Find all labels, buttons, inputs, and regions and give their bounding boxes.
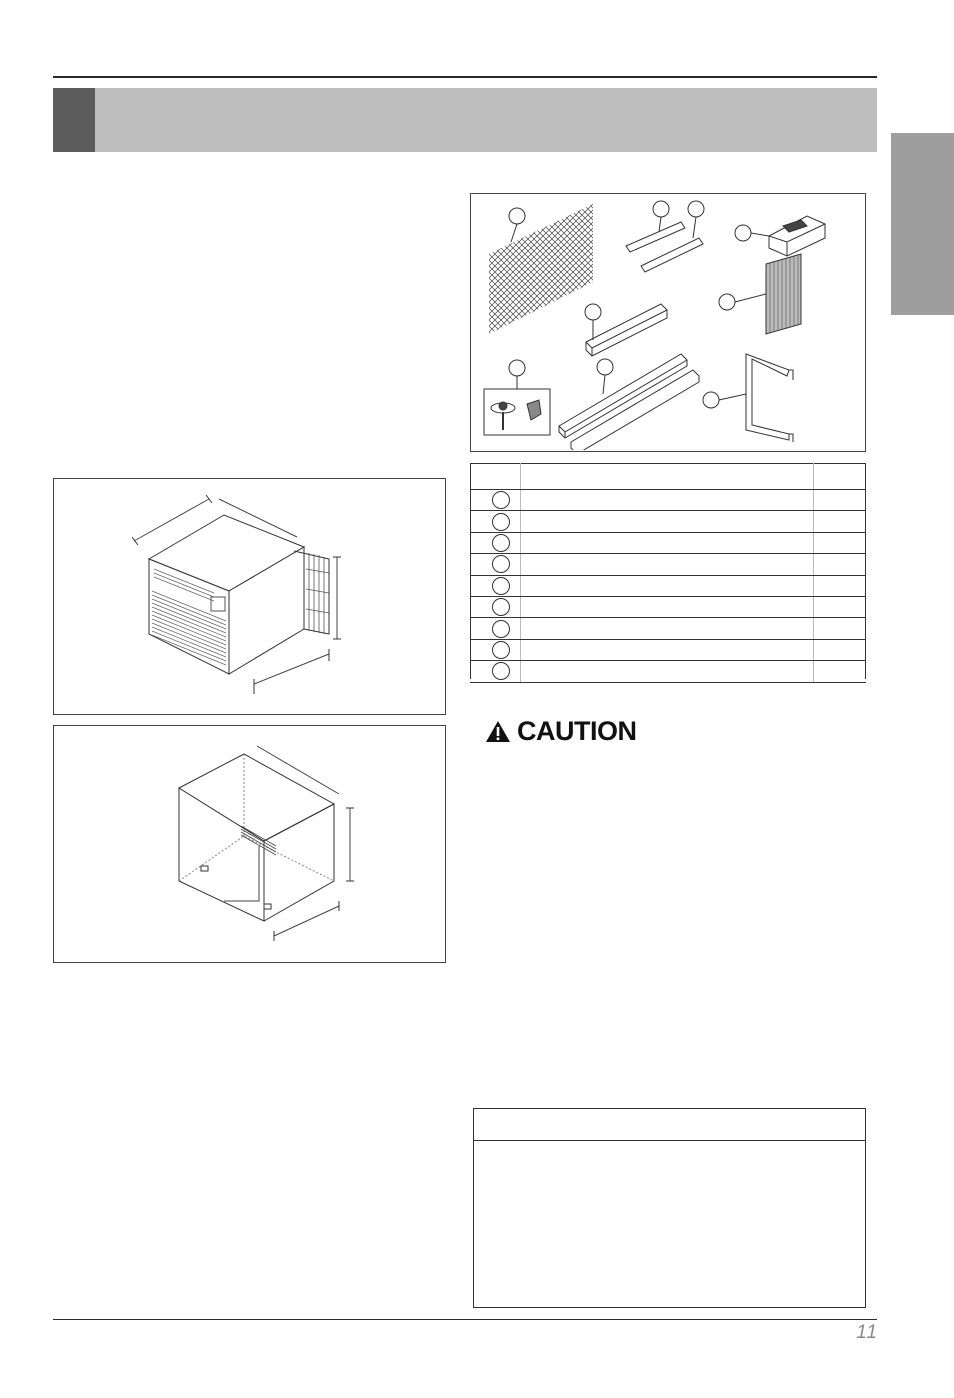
item-marker [492, 620, 510, 638]
air-conditioner-drawing [54, 479, 445, 714]
table-left-border [470, 463, 471, 679]
sleeve-illustration [53, 725, 446, 963]
page-number: 11 [856, 1322, 878, 1343]
item-marker [492, 555, 510, 573]
side-language-tab [891, 133, 954, 315]
item-marker [492, 491, 510, 509]
table-row [470, 618, 866, 639]
table-row [470, 511, 866, 532]
section-header-marker [53, 88, 95, 152]
table-row [470, 532, 866, 553]
note-box [473, 1108, 866, 1308]
item-marker [492, 598, 510, 616]
caution-heading [485, 716, 637, 747]
top-rule [53, 76, 877, 78]
bottom-rule [53, 1319, 877, 1320]
item-marker [492, 662, 510, 680]
item-marker [492, 513, 510, 531]
accessory-parts-drawing [471, 194, 864, 450]
section-header-bar [53, 88, 877, 152]
table-row [470, 575, 866, 596]
warning-triangle-icon [485, 720, 511, 743]
item-marker [492, 641, 510, 659]
item-marker [492, 577, 510, 595]
table-row [470, 661, 866, 682]
table-row [470, 554, 866, 575]
sleeve-drawing [54, 726, 445, 962]
parts-table [470, 463, 866, 683]
note-box-divider [474, 1140, 865, 1141]
table-row [470, 639, 866, 660]
table-row [470, 490, 866, 511]
item-marker [492, 534, 510, 552]
table-right-border [865, 463, 866, 679]
caution-label: CAUTION [517, 716, 637, 746]
table-header-row [470, 464, 866, 490]
accessories-illustration [470, 193, 866, 452]
unit-illustration [53, 478, 446, 715]
table-row [470, 596, 866, 617]
